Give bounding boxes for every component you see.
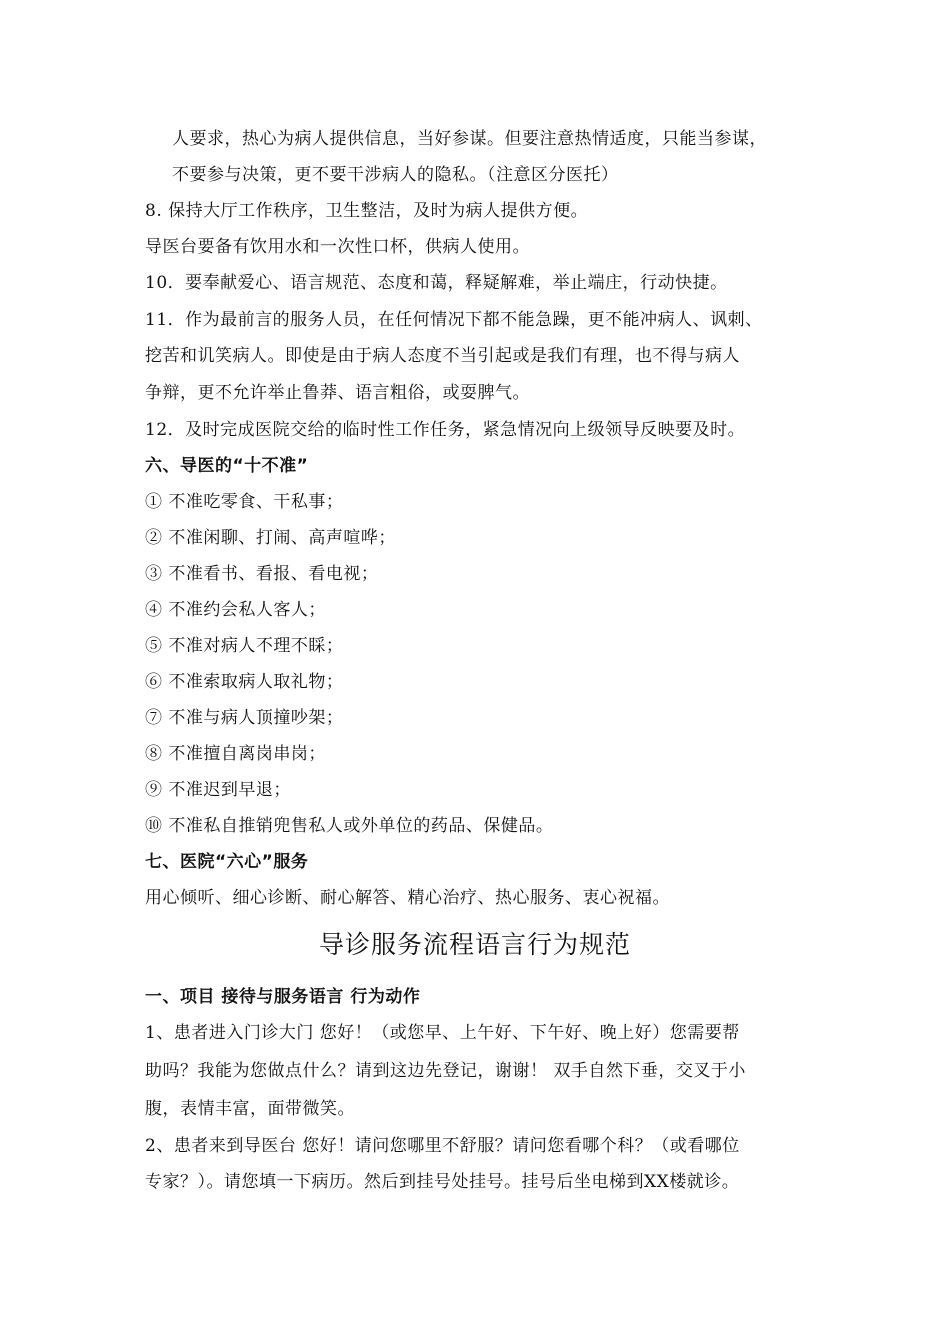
list-item: 12．及时完成医院交给的临时性工作任务，紧急情况向上级领导反映要及时。 — [145, 420, 746, 440]
section-heading: 七、医院“六心”服务 — [145, 852, 309, 872]
rule-item: ⑦ 不准与病人顶撞吵架； — [145, 708, 344, 728]
section-heading: 六、导医的“十不准” — [145, 456, 309, 476]
section-heading: 一、项目 接待与服务语言 行为动作 — [145, 987, 421, 1007]
list-item: 1、患者进入门诊大门 您好！（或您早、上午好、下午好、晚上好）您需要帮 — [145, 1023, 740, 1043]
rule-item: ④ 不准约会私人客人； — [145, 600, 326, 620]
list-item: 11．作为最前言的服务人员，在任何情况下都不能急躁，更不能冲病人、讽刺、 — [145, 310, 763, 330]
list-item: 2、患者来到导医台 您好！请问您哪里不舒服？请问您看哪个科？（或看哪位 — [145, 1136, 740, 1156]
paragraph-line: 专家？）。请您填一下病历。然后到挂号处挂号。挂号后坐电梯到XX楼就诊。 — [145, 1172, 740, 1192]
paragraph-line: 腹，表情丰富，面带微笑。 — [145, 1099, 355, 1119]
rule-item: ⑧ 不准擅自离岗串岗； — [145, 744, 326, 764]
rule-item: ⑩ 不准私自推销兜售私人或外单位的药品、保健品。 — [145, 816, 554, 836]
paragraph-line: 导医台要备有饮用水和一次性口杯，供病人使用。 — [145, 237, 530, 257]
list-item: 10．要奉献爱心、语言规范、态度和蔼，释疑解难，举止端庄，行动快捷。 — [145, 273, 728, 293]
rule-item: ③ 不准看书、看报、看电视； — [145, 564, 379, 584]
paragraph-line: 用心倾听、细心诊断、耐心解答、精心治疗、热心服务、衷心祝福。 — [145, 888, 670, 908]
document-title: 导诊服务流程语言行为规范 — [318, 930, 631, 959]
rule-item: ⑥ 不准索取病人取礼物； — [145, 672, 344, 692]
rule-item: ① 不准吃零食、干私事； — [145, 492, 344, 512]
rule-item: ② 不准闲聊、打闹、高声喧哗； — [145, 528, 396, 548]
paragraph-line: 争辩，更不允许举止鲁莽、语言粗俗，或耍脾气。 — [145, 383, 530, 403]
rule-item: ⑤ 不准对病人不理不睬； — [145, 636, 344, 656]
rule-item: ⑨ 不准迟到早退； — [145, 780, 291, 800]
paragraph-line: 助吗？我能为您做点什么？请到这边先登记，谢谢！ 双手自然下垂，交叉于小 — [145, 1061, 746, 1081]
paragraph-line: 挖苦和讥笑病人。即使是由于病人态度不当引起或是我们有理，也不得与病人 — [145, 346, 740, 366]
paragraph-line: 不要参与决策，更不要干涉病人的隐私。（注意区分医托） — [172, 165, 619, 185]
list-item: 8. 保持大厅工作秩序，卫生整洁，及时为病人提供方便。 — [145, 201, 589, 221]
paragraph-line: 人要求，热心为病人提供信息，当好参谋。但要注意热情适度，只能当参谋， — [172, 129, 767, 149]
